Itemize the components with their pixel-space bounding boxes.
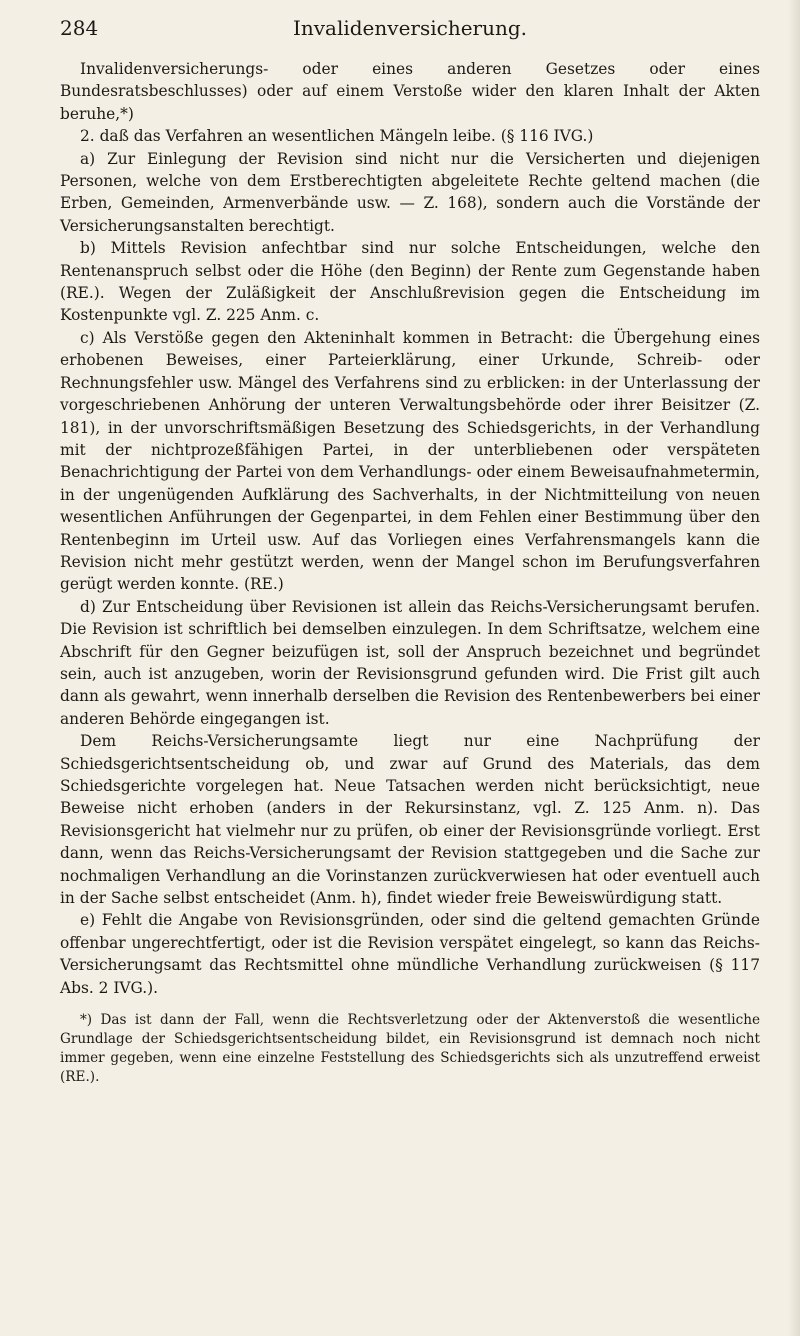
item-c: c) Als Verstöße gegen den Akteninhalt kommen in Betracht: die Übergehung eines erhobenen Beweises, einer Parteierklärung, einer Urkunde, Schreib- oder Rechnungsfehler usw. Mängel des Verfahrens sind zu erblicken: in der Unterlassung der vorgeschriebenen Anhörung der unteren Verwaltungsbehörde oder ihrer Beisitzer (Z. 181), in der unvorschriftsmäßigen Besetzung des Schiedsgerichts, in der Verhandlung mit der nichtprozeßfähigen Partei, in der unterbliebenen oder verspäteten Benachrichtigung der Partei von dem Verhandlungs- oder einem Beweisaufnahmetermin, in der ungenügenden Aufklärung des Sachverhalts, in der Nichtmitteilung von neuen wesentlichen Anführungen der Gegenpartei, in dem Fehlen einer Bestimmung über den Rentenbeginn im Urteil usw. Auf das Vorliegen eines Verfahrensmangels kann die Revision nicht mehr gestützt werden, wenn der Mangel schon im Berufungsverfahren gerügt werden konnte. (RE.) bbox=[60, 328, 760, 594]
intro-paragraph: Invalidenversicherungs- oder eines anderen Gesetzes oder eines Bundesratsbeschlusses) oder auf einem Verstoße wider den klaren Inhalt der Akten beruhe,*) bbox=[60, 60, 760, 123]
item-d: d) Zur Entscheidung über Revisionen ist allein das Reichs-Versicherungsamt berufen. Die Revision ist schriftlich bei demselben einzulegen. In dem Schriftsatze, welchem eine Abschrift für den Gegner beizufügen ist, soll der Anspruch bezeichnet und begründet sein, auch ist anzugeben, worin der Revisionsgrund gefunden wird. Die Frist gilt auch dann als gewahrt, wenn innerhalb derselben die Revision des Rentenbewerbers bei einer anderen Behörde eingegangen ist. bbox=[60, 597, 760, 728]
page-number: 284 bbox=[60, 16, 99, 40]
item-e: e) Fehlt die Angabe von Revisionsgründen, oder sind die geltend gemachten Gründe offenbar ungerechtfertigt, oder ist die Revision verspätet eingelegt, so kann das Reichs-Versicherungsamt das Rechtsmittel ohne mündliche Verhandlung zurückweisen (§ 117 Abs. 2 IVG.). bbox=[60, 911, 760, 997]
page-header bbox=[60, 14, 760, 44]
page-edge-shadow bbox=[788, 0, 800, 1336]
footnote: *) Das ist dann der Fall, wenn die Rechtsverletzung oder der Aktenverstoß die wesentliche Grundlage der Schiedsgerichtsentscheidung bildet, ein Revisionsgrund ist demnach noch nicht immer gegeben, wenn eine einzelne Feststellung des Schiedsgerichts sich als unzutreffend erweist (RE.). bbox=[60, 1012, 760, 1086]
item-2: 2. daß das Verfahren an wesentlichen Mängeln leibe. (§ 116 IVG.) bbox=[80, 127, 594, 146]
item-b: b) Mittels Revision anfechtbar sind nur solche Entscheidungen, welche den Rentenanspruch selbst oder die Höhe (den Beginn) der Rente zum Gegenstande haben (RE.). Wegen der Zuläßigkeit der Anschlußrevision gegen die Entscheidung im Kostenpunkte vgl. Z. 225 Anm. c. bbox=[60, 239, 760, 325]
item-d-continued: Dem Reichs-Versicherungsamte liegt nur eine Nachprüfung der Schiedsgerichtsentscheidung ob, und zwar auf Grund des Materials, das dem Schiedsgerichte vorgelegen hat. Neue Tatsachen werden nicht berücksichtigt, neue Beweise nicht erhoben (anders in der Rekursinstanz, vgl. Z. 125 Anm. n). Das Revisionsgericht hat vielmehr nur zu prüfen, ob einer der Revisionsgründe vorliegt. Erst dann, wenn das Reichs-Versicherungsamt der Revision stattgegeben und die Sache zur nochmaligen Verhandlung an die Vorinstanzen zurückverwiesen hat oder eventuell auch in der Sache selbst entscheidet (Anm. h), findet wieder freie Beweiswürdigung statt. bbox=[60, 732, 760, 908]
running-title: Invalidenversicherung. bbox=[292, 16, 528, 40]
page bbox=[60, 14, 760, 1087]
page-body bbox=[60, 58, 760, 1087]
item-a: a) Zur Einlegung der Revision sind nicht nur die Versicherten und diejenigen Personen, welche von dem Erstberechtigten abgeleitete Rechte geltend machen (die Erben, Gemeinden, Armenverbände usw. — Z. 168), sondern auch die Vorstände der Versicherungsanstalten berechtigt. bbox=[60, 149, 760, 235]
